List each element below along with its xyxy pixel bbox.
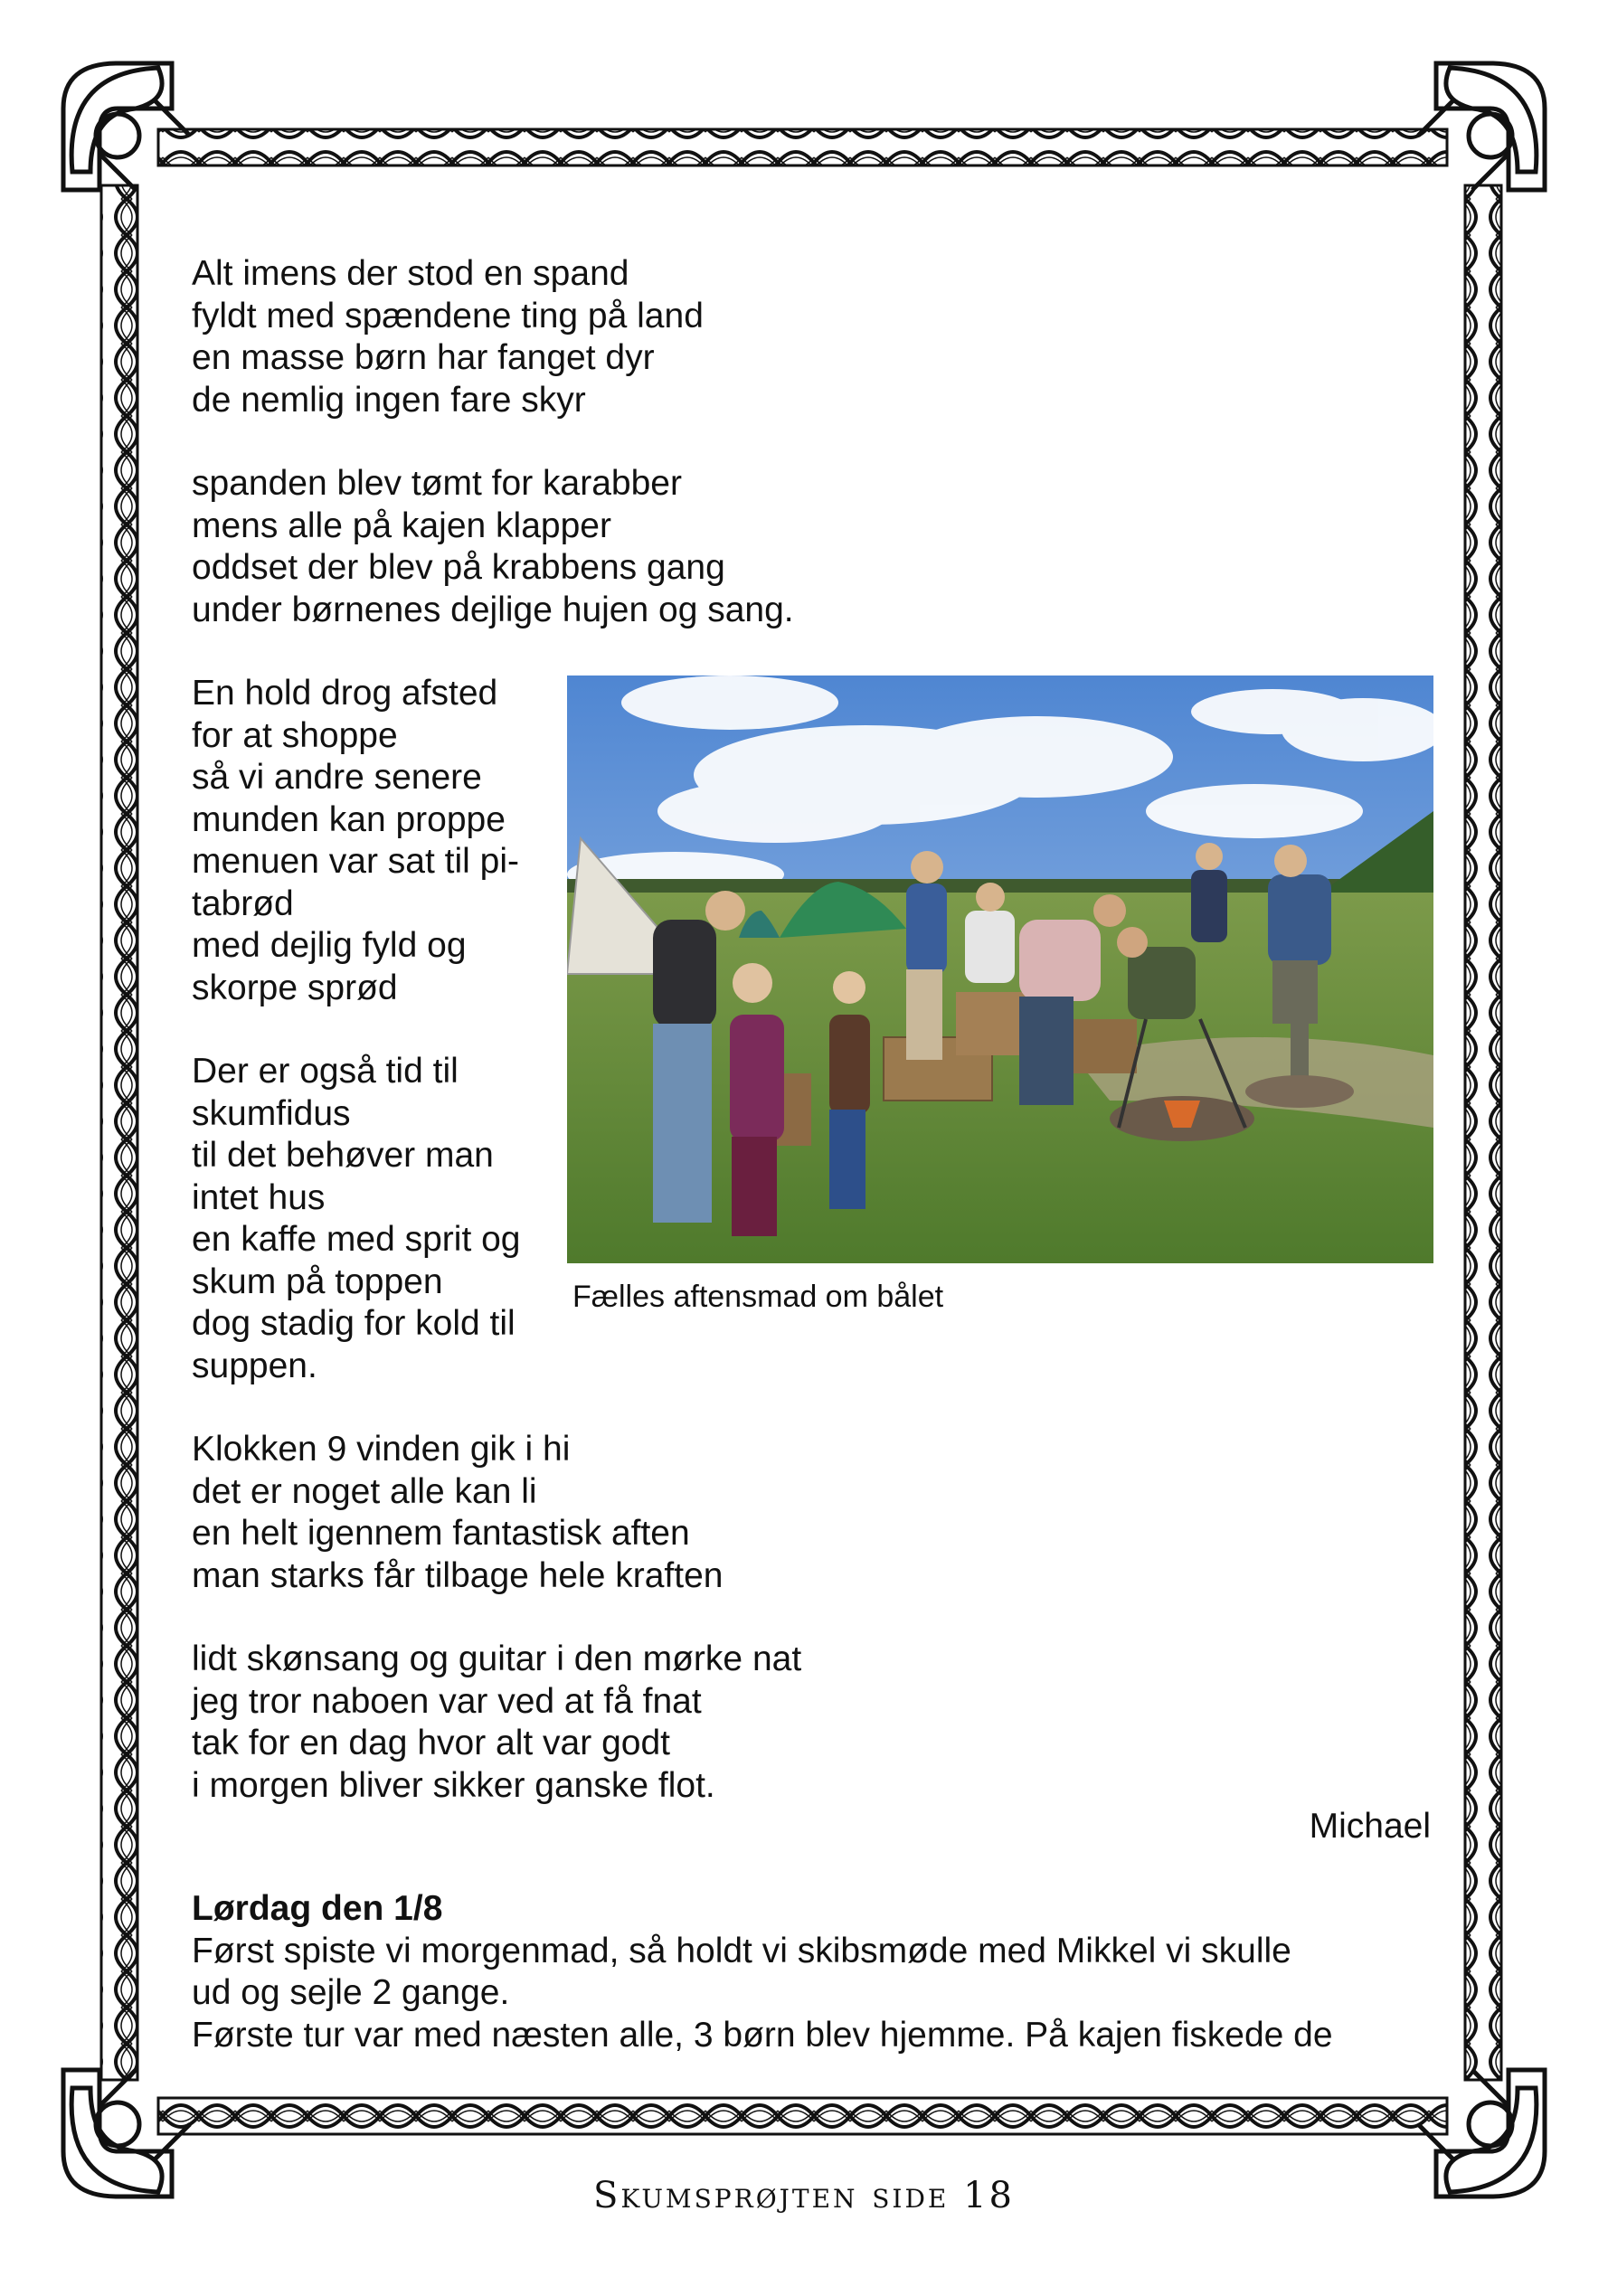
poem-line: lidt skønsang og guitar i den mørke nat — [192, 1639, 802, 1678]
poem-line: mens alle på kajen klapper — [192, 505, 611, 545]
poem-line: skumfidus — [192, 1093, 351, 1133]
section-paragraph — [192, 1931, 1431, 2057]
poem-line: man starks får tilbage hele kraften — [192, 1555, 724, 1595]
poem-line: for at shoppe — [192, 715, 398, 755]
paragraph-line: Først spiste vi morgenmad, så holdt vi skibsmøde med Mikkel vi skulle — [192, 1931, 1291, 1970]
signature: Michael — [1309, 1807, 1431, 1846]
poem-line: intet hus — [192, 1177, 326, 1217]
poem-line: spanden blev tømt for karabber — [192, 464, 682, 503]
poem-line: suppen. — [192, 1346, 317, 1385]
poem-line: dog stadig for kold til — [192, 1304, 516, 1343]
poem-line: en helt igennem fantastisk aften — [192, 1514, 690, 1553]
poem-stanza-5 — [192, 1429, 1431, 1597]
corner-knot-top-left — [63, 63, 190, 190]
poem-line: Klokken 9 vinden gik i hi — [192, 1430, 571, 1469]
photo-figure — [567, 676, 1433, 1315]
poem-stanza-1 — [192, 253, 1431, 421]
paragraph-line: Første tur var med næsten alle, 3 børn blev hjemme. På kajen fiskede de — [192, 2015, 1333, 2055]
poem-line: skorpe sprød — [192, 968, 398, 1007]
poem-line: tak for en dag hvor alt var godt — [192, 1724, 670, 1762]
page-footer: Skumsprøjten side 18 — [593, 2175, 1015, 2216]
poem-line: de nemlig ingen fare skyr — [192, 380, 586, 420]
poem-stanza-2 — [192, 463, 1431, 631]
poem-line: skum på toppen — [192, 1261, 443, 1301]
poem-stanza-6 — [192, 1639, 1431, 1807]
photo-caption: Fælles aftensmad om bålet — [572, 1280, 944, 1314]
poem-line: med dejlig fyld og — [192, 926, 467, 965]
poem-line: Alt imens der stod en spand — [192, 254, 629, 293]
poem-line: munden kan proppe — [192, 799, 506, 839]
poem-line: det er noget alle kan li — [192, 1471, 537, 1511]
paragraph-line: ud og sejle 2 gange. — [192, 1973, 510, 2012]
poem-line: oddset der blev på krabbens gang — [192, 548, 725, 587]
section-title: Lørdag den 1/8 — [192, 1889, 443, 1928]
poem-line: Der er også tid til — [192, 1052, 459, 1091]
poem-line: en kaffe med sprit og — [192, 1220, 521, 1259]
poem-line: menuen var sat til pi- — [192, 842, 519, 881]
campfire-photo — [567, 676, 1433, 1263]
poem-line: en masse børn har fanget dyr — [192, 338, 655, 377]
poem-line: så vi andre senere — [192, 758, 482, 797]
poem-line: fyldt med spændene ting på land — [192, 296, 704, 335]
poem-line: tabrød — [192, 883, 294, 923]
corner-knot-top-right — [1418, 63, 1545, 190]
poem-line: til det behøver man — [192, 1136, 494, 1175]
poem-line: jeg tror naboen var ved at få fnat — [192, 1681, 702, 1721]
poem-line: under børnenes dejlige hujen og sang. — [192, 590, 794, 629]
poem-line: En hold drog afsted — [192, 674, 498, 713]
poem-line: i morgen bliver sikker ganske flot. — [192, 1765, 715, 1805]
